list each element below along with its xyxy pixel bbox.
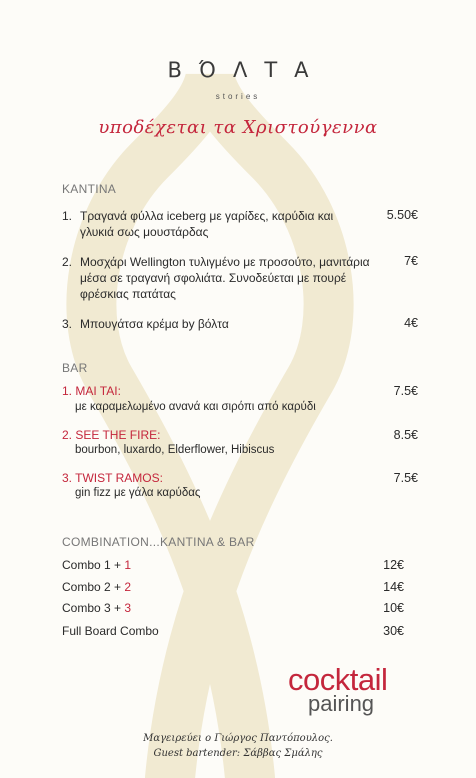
chef-credit: Μαγειρεύει ο Γιώργος Παντόπουλος. [143,733,333,744]
combo-price: 14€ [383,580,404,594]
bar-item-name: 1. MAI TAI: [62,384,121,398]
combo-price: 10€ [383,601,404,615]
brand-subtitle: stories [215,92,261,101]
item-text: Μπουγάτσα κρέμα by βόλτα [80,317,229,331]
bar-item-desc: bourbon, luxardo, Elderflower, Hibiscus [75,444,275,456]
combo-price: 12€ [383,558,404,572]
item-text: Τραγανά φύλλα iceberg με γαρίδες, καρύδια και γλυκιά σως μουστάρδας [80,209,334,239]
pairing-logo-text: pairing [308,691,375,716]
combo-item [62,558,131,572]
combo-number: 3 [124,601,132,615]
combo-item [62,624,159,638]
item-text: Μοσχάρι Wellington τυλιγμένο με προσούτο, μανιτάρια μέσα σε τραγανή σφολιάτα. Συνοδεύεται με πουρέ φρέσκιας πατάτας [80,255,370,301]
item-price: 5.50€ [386,208,418,222]
section-heading-kantina: KANTINA [62,182,117,196]
bar-item-price: 8.5€ [393,428,418,442]
bar-item-desc: με καραμελωμένο ανανά και σιρόπι από καρύδι [75,401,316,413]
bar-item-price: 7.5€ [393,384,418,398]
cocktail-logo-text: cocktail [288,662,388,697]
combo-label: Combo 2 + [62,580,125,594]
item-number: 3. [62,317,73,331]
combo-label: Full Board Combo [62,624,159,638]
combo-label: Combo 1 + [62,558,125,572]
section-heading-bar: BAR [62,361,88,375]
section-heading-combination: COMBINATION...KANTINA & BAR [62,535,255,549]
combo-number: 1 [124,558,132,572]
item-price: 4€ [404,316,418,330]
bar-item-name: 2. SEE THE FIRE: [62,428,161,442]
bartender-credit: Guest bartender: Σάββας Σμάλης [153,748,323,759]
bar-item-desc: gin fizz με γάλα καρύδας [75,487,201,499]
item-number: 1. [62,209,73,223]
combo-price: 30€ [383,624,404,638]
bar-item-name: 3. TWIST RAMOS: [62,471,163,485]
item-number: 2. [62,255,73,269]
combo-item [62,580,131,594]
combo-label: Combo 3 + [62,601,125,615]
combo-number: 2 [124,580,132,594]
brand-tagline: υποδέχεται τα Χριστούγεννα [98,117,378,138]
combo-item [62,601,131,615]
brand-logo: ΒΌΛΤΑ [167,58,326,82]
bar-item-price: 7.5€ [393,471,418,485]
item-price: 7€ [404,254,418,268]
